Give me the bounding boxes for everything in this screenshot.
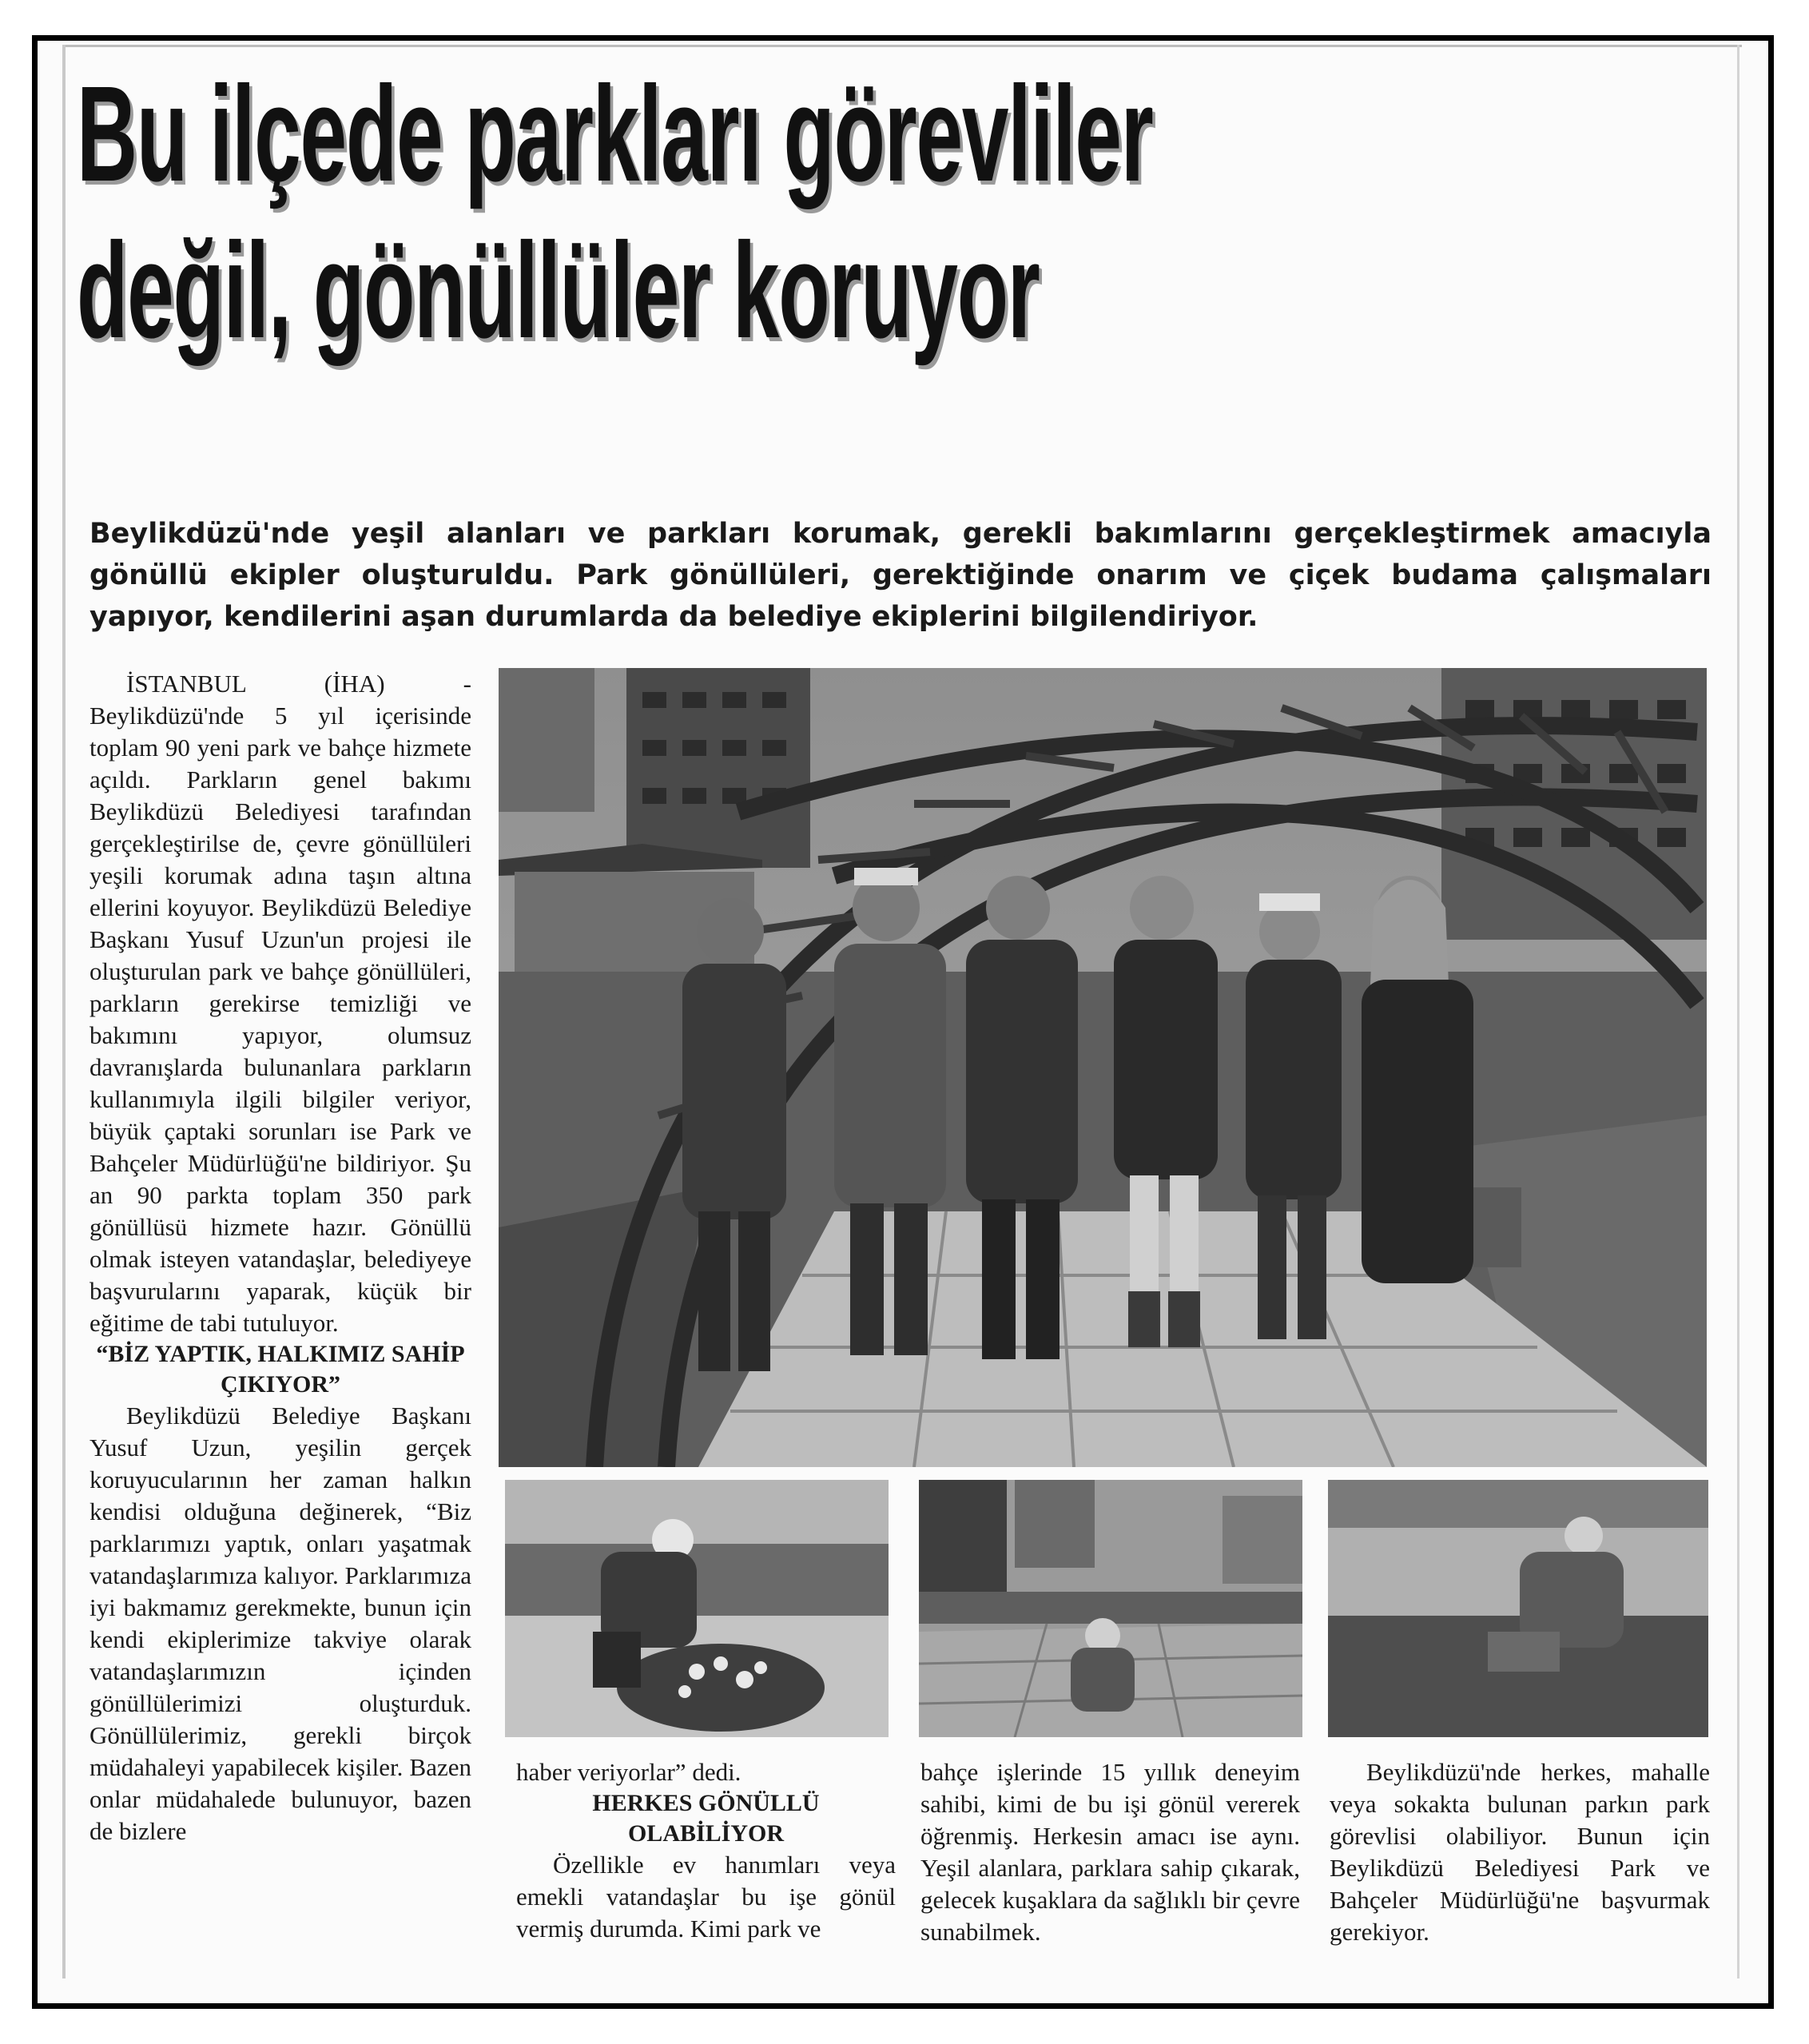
column-2 <box>516 1756 896 1945</box>
photo-volunteer-gardening <box>505 1480 889 1737</box>
column-4 <box>1330 1756 1710 1948</box>
article-headline <box>77 56 1153 369</box>
body-text: Özellikle ev hanımları veya emekli vatandaşlar bu işe gönül vermiş durumda. Kimi park ve <box>516 1851 896 1943</box>
body-text: bahçe işlerinde 15 yıllık deneyim sahibi, kimi de bu işi gönül vererek öğrenmiş. Herkesin amacı ise aynı. Yeşil alanlara, parklara sahip çıkarak, gelecek kuşaklara da sağlıklı bir çevre sunabilmek. <box>920 1758 1300 1946</box>
left-column <box>89 668 471 1847</box>
photo-volunteer-cleaning <box>919 1480 1302 1737</box>
body-text: haber veriyorlar” dedi. <box>516 1758 741 1786</box>
clipping-edge <box>62 45 66 1978</box>
column-3 <box>920 1756 1300 1948</box>
section-subhead: “BİZ YAPTIK, HALKIMIZ SAHİP ÇIKIYOR” <box>96 1341 465 1398</box>
headline-line-1: Bu ilçede parkları görevliler <box>77 58 1153 210</box>
clipping-edge <box>1737 45 1739 1978</box>
body-paragraph: Beylikdüzü Belediye Başkanı Yusuf Uzun, yeşilin gerçek koruyucularının her zaman halkın kendisi olduğuna değinerek, “Biz parklarımızı yaptık, onları yaşatmak vatandaşlarımıza kalıyor. Parklarımıza iyi bakmamız gerekmekte, bunun için kendi ekiplerimize takviye olarak vatandaşlarımızın içinden gönüllülerimizi oluşturduk. Gönüllülerimiz, gerekli birçok müdahaleyi yapabilecek kişiler. Bazen onlar müdahalede bulunuyor, bazen de bizlere <box>89 1402 471 1845</box>
main-photo-volunteers <box>499 668 1707 1467</box>
article-lead: Beylikdüzü'nde yeşil alanları ve parkları korumak, gerekli bakımlarını gerçekleştirmek amacıyla gönüllü ekipler oluşturuldu. Park gönüllüleri, gerektiğinde onarım ve çiçek budama çalışmaları yapıyor, kendilerini aşan durumlarda da belediye ekiplerini bilgilendiriyor. <box>89 518 1712 633</box>
clipping-edge <box>64 45 1742 47</box>
body-text: Beylikdüzü'nde herkes, mahalle veya sokakta bulunan parkın park görevlisi olabiliyor. Bunun için Beylikdüzü Belediyesi Park ve Bahçeler Müdürlüğü'ne başvurmak gerekiyor. <box>1330 1758 1710 1946</box>
photo-volunteer-planting <box>1328 1480 1708 1737</box>
body-paragraph: İSTANBUL (İHA) - Beylikdüzü'nde 5 yıl içerisinde toplam 90 yeni park ve bahçe hizmete açıldı. Parkların genel bakımı Beylikdüzü Belediyesi tarafından gerçekleştirilse de, çevre gönüllüleri yeşili korumak adına taşın altına ellerini koyuyor. Beylikdüzü Belediye Başkanı Yusuf Uzun'un projesi ile oluşturulan park ve bahçe gönüllüleri, parkların gerekirse temizliği ve bakımını yapıyor, olumsuz davranışlarda bulunanlara parkların kullanımıyla ilgili bilgiler veriyor, büyük çaptaki sorunları ise Park ve Bahçeler Müdürlüğü'ne bildiriyor. Şu an 90 parkta toplam 350 park gönüllüsü hizmete hazır. Gönüllü olmak isteyen vatandaşlar, belediyeye başvurularını yaparak, küçük bir eğitime de tabi tutuluyor. <box>89 670 471 1337</box>
section-subhead: HERKES GÖNÜLLÜ OLABİLİYOR <box>592 1790 820 1847</box>
headline-line-2: değil, gönüllüler koruyor <box>77 215 1040 367</box>
